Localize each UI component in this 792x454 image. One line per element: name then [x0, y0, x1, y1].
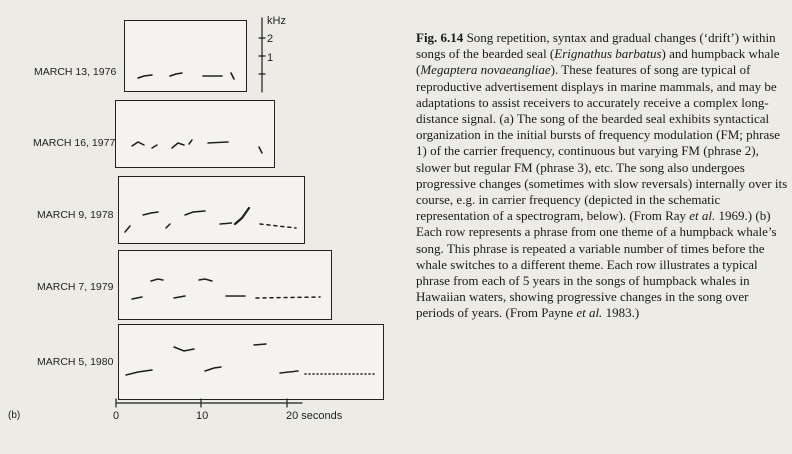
song-trace-1979 [132, 279, 320, 299]
song-trace-1977 [132, 140, 262, 153]
caption-seg5: 1983.) [602, 305, 640, 321]
song-trace-1976 [138, 73, 234, 79]
date-label-1979: MARCH 7, 1979 [37, 281, 114, 293]
caption-seg1: Song repetition, syntax and gradual changes (‘drift’) within songs of the bearded seal ( [416, 30, 776, 62]
caption-seg3: ). These features of song are typical of reproductive advertisement displays in marine mammals, and may be adaptations to assist receivers to accurately receive a complex long-distance signal. (a) The song of the bearded seal exhibits syntactical organization in the initial bursts of frequency modulation (FM; phrase 1) of the carrier frequency, continuous but varying FM (phrase 2), slower but regular FM (phrase 3), etc. The song also undergoes progressive changes (sometimes with slow reversals) internally over its course, e.g. in carrier frequency (depicted in the schematic representation of a spectrogram, below). (From Ray [416, 62, 788, 224]
species-seal: Erignathus barbatus [554, 46, 662, 62]
citation-etal-ray: et al. [689, 208, 716, 224]
figure-caption [416, 30, 788, 322]
time-tick-20: 20 seconds [286, 410, 343, 422]
time-tick-0: 0 [113, 410, 120, 422]
figure-number: Fig. 6.14 [416, 30, 464, 45]
khz-label: kHz [267, 15, 286, 27]
caption-seg2: ) and humpback whale ( [416, 46, 780, 78]
caption-text [416, 30, 788, 322]
date-label-1977: MARCH 16, 1977 [33, 137, 116, 149]
subfigure-label-b: (b) [8, 410, 21, 421]
time-tick-10: 10 [196, 410, 209, 422]
species-whale: Megaptera novaeangliae [420, 62, 551, 78]
khz-tick-1: 1 [267, 52, 274, 64]
date-label-1980: MARCH 5, 1980 [37, 356, 114, 368]
khz-tick-2: 2 [267, 33, 274, 45]
date-label-1978: MARCH 9, 1978 [37, 209, 114, 221]
song-trace-1978 [125, 208, 296, 232]
caption-seg4: 1969.) (b) Each row represents a phrase from one theme of a humpback whale’s song. This phrase is repeated a variable number of times before the whale switches to a different theme. Each row illustrates a typical phrase from each of 5 years in the songs of humpback whales in Hawaiian waters, showing progressive changes in the song over periods of years. (From Payne [416, 208, 777, 321]
date-label-1976: MARCH 13, 1976 [34, 66, 117, 78]
time-axis [116, 399, 302, 407]
khz-scale-bar [259, 18, 265, 92]
citation-etal-payne: et al. [576, 305, 603, 321]
song-trace-1980 [126, 344, 376, 375]
